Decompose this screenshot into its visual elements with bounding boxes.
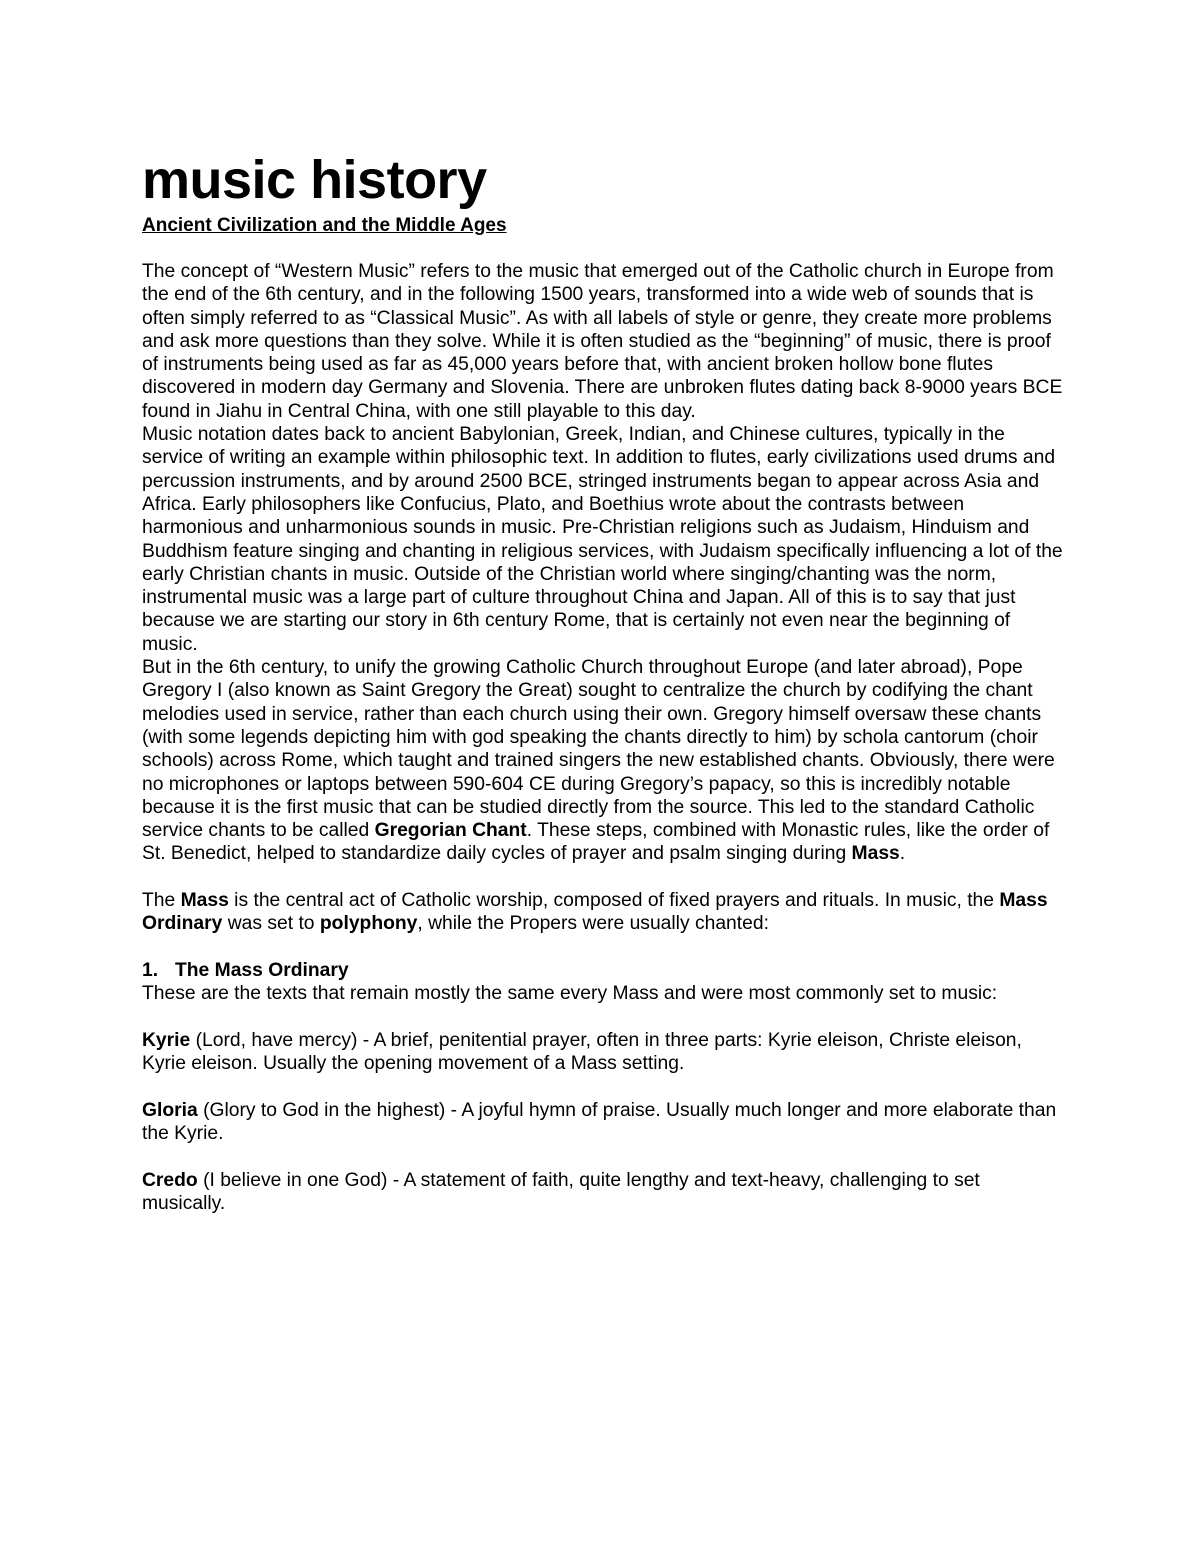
paragraph-gregory [142, 656, 1064, 866]
paragraph-gregory-text-c: . These steps, combined with Monastic rules, like the order of St. Benedict, helped to standardize daily cycles of prayer and psalm singing during [142, 820, 1050, 865]
list-item-gloria [142, 1099, 1064, 1146]
spacer [142, 866, 1064, 889]
list-item-kyrie [142, 1029, 1064, 1076]
mass-ordinary-heading [142, 959, 1064, 982]
paragraph-gregory-text-d: . [899, 843, 906, 865]
term-gregorian-chant: Gregorian Chant [374, 820, 527, 842]
term-polyphony: polyphony [319, 913, 418, 935]
paragraph-gregory-text-a: But in the 6th century, to unify the growing Catholic Church throughout Europe (and later abroad), Pope Gregory I (also known as Saint Gregory the Great) sought to centralize the church by codifying the chant melodies used in service, rather than each church using their own. Gregory himself oversaw these chants (with some legends depicting him with god speaking the chants directly to him) by schola cantorum (choir schools) across Rome, which taught and trained singers the new established chants. Obviously, there were no microphones or laptops between 590-604 CE during Gregory’s papacy, so this is incredibly notable because it is the first music that can be studied directly from the source. This led to the standard Catholic service chants to be called [142, 657, 1055, 842]
kyrie-description: (Lord, have mercy) - A brief, penitential prayer, often in three parts: Kyrie eleison, Christe eleison, Kyrie eleison. Usually the opening movement of a Mass setting. [142, 1029, 1022, 1075]
term-credo: Credo [142, 1169, 198, 1191]
term-mass-ordinary: Mass Ordinary [142, 890, 1048, 935]
term-kyrie: Kyrie [142, 1029, 191, 1051]
term-mass: Mass [180, 890, 229, 912]
page-title: music history [142, 150, 487, 210]
section-subtitle: Ancient Civilization and the Middle Ages [142, 215, 507, 236]
list-item-credo [142, 1169, 1064, 1216]
spacer [142, 1145, 1064, 1168]
term-gloria: Gloria [142, 1099, 198, 1121]
paragraph-western-music: The concept of “Western Music” refers to the music that emerged out of the Catholic church in Europe from the end of the 6th century, and in the following 1500 years, transformed into a wide web of sounds that is often simply referred to as “Classical Music”. As with all labels of style or genre, they create more problems and ask more questions than they solve. While it is often studied as the “beginning” of music, there is proof of instruments being used as far as 45,000 years before that, with ancient broken hollow bone flutes discovered in modern day Germany and Slovenia. There are unbroken flutes dating back 8-9000 years BCE found in Jiahu in Central China, with one still playable to this day. [142, 261, 1063, 422]
spacer [142, 1006, 1064, 1029]
list-number: 1. [142, 959, 159, 981]
document-page [142, 148, 1064, 1215]
spacer [142, 238, 1064, 260]
mass-ordinary-intro: These are the texts that remain mostly the same every Mass and were most commonly set to music: [142, 983, 998, 1005]
gloria-description: (Glory to God in the highest) - A joyful hymn of praise. Usually much longer and more elaborate than the Kyrie. [142, 1099, 1057, 1144]
paragraph-mass-text-c: is the central act of Catholic worship, composed of fixed prayers and rituals. In music, the [228, 890, 1000, 912]
paragraph-notation: Music notation dates back to ancient Babylonian, Greek, Indian, and Chinese cultures, typically in the service of writing an example within philosophic text. In addition to flutes, early civilizations used drums and percussion instruments, and by around 2500 BCE, stringed instruments began to appear across Asia and Africa. Early philosophers like Confucius, Plato, and Boethius wrote about the contrasts between harmonious and unharmonious sounds in music. Pre-Christian religions such as Judaism, Hinduism and Buddhism feature singing and chanting in religious services, with Judaism specifically influencing a lot of the early Christian chants in music. Outside of the Christian world where singing/chanting was the norm, instrumental music was a large part of culture throughout China and Japan. All of this is to say that just because we are starting our story in 6th century Rome, that is certainly not even near the beginning of music. [142, 424, 1063, 655]
credo-description: (I believe in one God) - A statement of faith, quite lengthy and text-heavy, challenging to set musically. [142, 1169, 980, 1214]
term-mass: Mass [851, 843, 900, 865]
paragraph-mass-text-e: , while the Propers were usually chanted: [417, 913, 769, 935]
paragraph-mass-text-d: was set to [222, 913, 320, 935]
paragraph-mass [142, 889, 1064, 936]
paragraph-mass-text-a: The [142, 890, 181, 912]
spacer [142, 936, 1064, 959]
mass-ordinary-heading-text: The Mass Ordinary [175, 959, 349, 981]
spacer [142, 1075, 1064, 1098]
